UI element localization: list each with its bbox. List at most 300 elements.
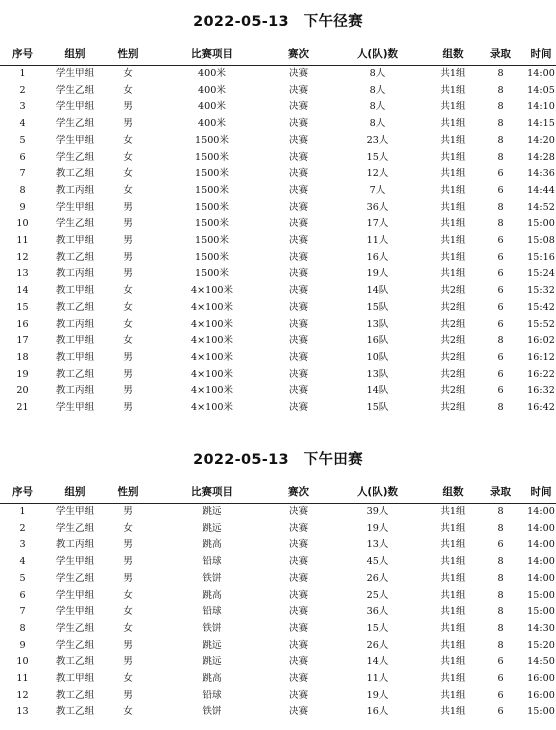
table-row: [0, 66, 556, 83]
cell-group: 学生甲组: [55, 101, 95, 113]
cell-count: 23人: [366, 134, 389, 146]
cell-seq: 11: [16, 673, 29, 685]
cell-group: 学生乙组: [55, 218, 95, 230]
cell-advance: 8: [497, 556, 504, 568]
cell-count: 19人: [366, 689, 389, 701]
cell-round: 决赛: [288, 301, 309, 313]
cell-group: 学生乙组: [55, 151, 95, 163]
header-groups: 组数: [431, 482, 475, 504]
cell-groups: 共1组: [440, 251, 466, 263]
cell-group: 教工乙组: [55, 251, 95, 263]
cell-count: 10队: [366, 351, 389, 363]
cell-advance: 6: [497, 539, 504, 551]
table-row: [0, 383, 556, 400]
cell-count: 16队: [366, 335, 389, 347]
cell-sex: 女: [123, 285, 133, 297]
cell-sex: 女: [123, 184, 133, 196]
cell-group: 学生甲组: [55, 506, 95, 517]
cell-groups: 共1组: [440, 606, 466, 618]
cell-time: 16:12: [527, 351, 555, 363]
cell-advance: 6: [497, 268, 504, 280]
cell-sex: 男: [123, 539, 133, 551]
cell-event: 跳高: [202, 539, 222, 551]
cell-advance: 8: [497, 68, 504, 79]
cell-event: 跳远: [202, 522, 222, 534]
cell-advance: 8: [497, 522, 504, 534]
cell-group: 教工丙组: [55, 268, 95, 280]
cell-time: 16:00: [527, 673, 555, 685]
cell-seq: 3: [19, 101, 26, 113]
cell-count: 15队: [366, 301, 389, 313]
cell-event: 铅球: [202, 689, 222, 701]
cell-advance: 6: [497, 368, 504, 380]
cell-count: 14人: [366, 656, 389, 668]
cell-count: 25人: [366, 589, 389, 601]
cell-seq: 20: [16, 385, 29, 397]
cell-advance: 8: [497, 335, 504, 347]
cell-group: 教工丙组: [55, 385, 95, 397]
cell-round: 决赛: [288, 151, 309, 163]
cell-advance: 8: [497, 218, 504, 230]
cell-groups: 共1组: [440, 622, 466, 634]
cell-advance: 8: [497, 589, 504, 601]
cell-advance: 8: [497, 118, 504, 130]
cell-count: 13人: [366, 539, 389, 551]
cell-round: 决赛: [288, 68, 309, 79]
cell-groups: 共1组: [440, 168, 466, 180]
cell-round: 决赛: [288, 368, 309, 380]
cell-count: 15人: [366, 622, 389, 634]
cell-event: 铁饼: [202, 622, 222, 634]
cell-advance: 8: [497, 151, 504, 163]
cell-advance: 8: [497, 639, 504, 651]
cell-group: 教工乙组: [55, 301, 95, 313]
cell-event: 4×100米: [190, 335, 234, 347]
field-body: [0, 504, 556, 722]
header-seq: 序号: [0, 482, 45, 504]
cell-advance: 8: [497, 622, 504, 634]
cell-groups: 共1组: [440, 506, 466, 517]
cell-round: 决赛: [288, 318, 309, 330]
cell-event: 铁饼: [202, 706, 222, 718]
table-row: [0, 571, 556, 588]
header-time: 时间: [526, 44, 556, 66]
table-row: [0, 333, 556, 350]
cell-sex: 女: [123, 301, 133, 313]
table-row: [0, 400, 556, 417]
cell-seq: 4: [19, 556, 26, 568]
header-sex: 性别: [105, 44, 151, 66]
cell-round: 决赛: [288, 184, 309, 196]
cell-time: 14:28: [527, 151, 555, 163]
cell-group: 学生乙组: [55, 572, 95, 584]
cell-groups: 共1组: [440, 589, 466, 601]
cell-count: 8人: [369, 101, 386, 113]
cell-seq: 14: [16, 285, 29, 297]
table-row: [0, 216, 556, 233]
cell-time: 14:00: [527, 522, 555, 534]
cell-event: 1500米: [194, 168, 229, 180]
header-advance: 录取: [475, 482, 526, 504]
header-sex: 性别: [105, 482, 151, 504]
cell-seq: 21: [16, 402, 29, 414]
cell-seq: 12: [16, 689, 29, 701]
table-row: [0, 537, 556, 554]
cell-event: 跳远: [202, 639, 222, 651]
table-row: [0, 654, 556, 671]
cell-round: 决赛: [288, 235, 309, 247]
cell-round: 决赛: [288, 351, 309, 363]
table-row: [0, 521, 556, 538]
cell-count: 16人: [366, 706, 389, 718]
cell-advance: 6: [497, 235, 504, 247]
cell-advance: 8: [497, 506, 504, 517]
cell-sex: 男: [123, 251, 133, 263]
cell-time: 14:15: [527, 118, 555, 130]
cell-group: 教工甲组: [55, 335, 95, 347]
cell-group: 学生乙组: [55, 639, 95, 651]
cell-group: 教工乙组: [55, 368, 95, 380]
cell-seq: 7: [19, 606, 26, 618]
header-count: 人(队)数: [324, 44, 431, 66]
cell-advance: 6: [497, 301, 504, 313]
cell-groups: 共1组: [440, 706, 466, 718]
cell-sex: 男: [123, 101, 133, 113]
cell-group: 教工丙组: [55, 318, 95, 330]
cell-sex: 男: [123, 351, 133, 363]
header-advance: 录取: [475, 44, 526, 66]
cell-advance: 8: [497, 606, 504, 618]
cell-groups: 共1组: [440, 268, 466, 280]
cell-round: 决赛: [288, 268, 309, 280]
cell-count: 11人: [366, 673, 389, 685]
cell-groups: 共1组: [440, 134, 466, 146]
cell-event: 1500米: [194, 268, 229, 280]
table-row: [0, 588, 556, 605]
cell-time: 14:05: [527, 84, 555, 96]
field-title: 2022-05-13 下午田赛: [193, 452, 363, 468]
cell-round: 决赛: [288, 622, 309, 634]
cell-sex: 男: [123, 572, 133, 584]
cell-seq: 11: [16, 235, 29, 247]
cell-round: 决赛: [288, 385, 309, 397]
cell-round: 决赛: [288, 285, 309, 297]
table-row: [0, 133, 556, 150]
cell-sex: 女: [123, 151, 133, 163]
table-row: [0, 504, 556, 521]
cell-advance: 6: [497, 673, 504, 685]
cell-sex: 男: [123, 235, 133, 247]
cell-advance: 8: [497, 134, 504, 146]
cell-seq: 6: [19, 589, 26, 601]
cell-group: 教工乙组: [55, 706, 95, 718]
cell-time: 15:52: [527, 318, 555, 330]
cell-sex: 男: [123, 639, 133, 651]
cell-round: 决赛: [288, 639, 309, 651]
cell-seq: 19: [16, 368, 29, 380]
cell-sex: 男: [123, 689, 133, 701]
cell-seq: 8: [19, 622, 26, 634]
cell-advance: 8: [497, 402, 504, 414]
cell-count: 26人: [366, 639, 389, 651]
cell-event: 400米: [198, 101, 226, 113]
cell-event: 1500米: [194, 251, 229, 263]
cell-count: 26人: [366, 572, 389, 584]
cell-event: 4×100米: [190, 402, 234, 414]
table-row: [0, 671, 556, 688]
cell-group: 教工甲组: [55, 235, 95, 247]
cell-groups: 共2组: [440, 351, 466, 363]
cell-groups: 共1组: [440, 101, 466, 113]
table-row: [0, 250, 556, 267]
cell-round: 决赛: [288, 218, 309, 230]
cell-count: 36人: [366, 606, 389, 618]
header-round: 赛次: [273, 482, 324, 504]
cell-round: 决赛: [288, 656, 309, 668]
cell-sex: 男: [123, 118, 133, 130]
cell-advance: 8: [497, 201, 504, 213]
cell-time: 16:42: [527, 402, 555, 414]
cell-count: 8人: [369, 84, 386, 96]
cell-groups: 共2组: [440, 285, 466, 297]
cell-count: 15人: [366, 151, 389, 163]
cell-sex: 女: [123, 318, 133, 330]
cell-event: 4×100米: [190, 385, 234, 397]
cell-round: 决赛: [288, 101, 309, 113]
cell-groups: 共1组: [440, 151, 466, 163]
cell-advance: 6: [497, 184, 504, 196]
cell-seq: 1: [19, 506, 26, 517]
cell-group: 学生甲组: [55, 589, 95, 601]
cell-sex: 女: [123, 622, 133, 634]
cell-groups: 共1组: [440, 539, 466, 551]
cell-seq: 9: [19, 639, 26, 651]
cell-groups: 共1组: [440, 673, 466, 685]
cell-event: 跳远: [202, 506, 222, 517]
table-row: [0, 283, 556, 300]
table-row: [0, 554, 556, 571]
cell-group: 学生乙组: [55, 118, 95, 130]
table-row: [0, 83, 556, 100]
field-table: [0, 481, 556, 721]
cell-round: 决赛: [288, 335, 309, 347]
cell-time: 14:50: [527, 656, 555, 668]
cell-time: 14:00: [527, 506, 555, 517]
cell-advance: 6: [497, 318, 504, 330]
field-header-row: [0, 482, 556, 504]
cell-time: 15:42: [527, 301, 555, 313]
header-event: 比赛项目: [151, 44, 273, 66]
cell-groups: 共1组: [440, 84, 466, 96]
cell-seq: 5: [19, 572, 26, 584]
cell-count: 13队: [366, 368, 389, 380]
cell-seq: 13: [16, 268, 29, 280]
header-count: 人(队)数: [324, 482, 431, 504]
cell-time: 15:20: [527, 639, 555, 651]
cell-groups: 共2组: [440, 301, 466, 313]
cell-time: 15:00: [527, 589, 555, 601]
cell-group: 学生乙组: [55, 84, 95, 96]
cell-round: 决赛: [288, 168, 309, 180]
cell-time: 14:00: [527, 556, 555, 568]
cell-advance: 8: [497, 572, 504, 584]
header-group: 组别: [45, 44, 105, 66]
cell-seq: 6: [19, 151, 26, 163]
cell-groups: 共2组: [440, 385, 466, 397]
cell-sex: 女: [123, 134, 133, 146]
table-row: [0, 183, 556, 200]
cell-groups: 共1组: [440, 639, 466, 651]
cell-round: 决赛: [288, 556, 309, 568]
cell-seq: 2: [19, 522, 26, 534]
cell-time: 16:32: [527, 385, 555, 397]
cell-time: 14:00: [527, 68, 555, 79]
cell-event: 4×100米: [190, 351, 234, 363]
cell-groups: 共2组: [440, 318, 466, 330]
cell-group: 学生甲组: [55, 606, 95, 618]
cell-time: 15:00: [527, 218, 555, 230]
cell-seq: 8: [19, 184, 26, 196]
cell-event: 400米: [198, 84, 226, 96]
table-row: [0, 638, 556, 655]
cell-sex: 女: [123, 68, 133, 79]
cell-advance: 6: [497, 385, 504, 397]
cell-group: 学生甲组: [55, 402, 95, 414]
header-group: 组别: [45, 482, 105, 504]
cell-time: 14:36: [527, 168, 555, 180]
track-header-row: [0, 44, 556, 66]
cell-count: 39人: [366, 506, 389, 517]
cell-group: 教工丙组: [55, 184, 95, 196]
cell-advance: 8: [497, 101, 504, 113]
table-row: [0, 99, 556, 116]
cell-count: 7人: [369, 184, 386, 196]
cell-sex: 女: [123, 335, 133, 347]
cell-seq: 9: [19, 201, 26, 213]
track-table: [0, 43, 556, 417]
cell-round: 决赛: [288, 402, 309, 414]
cell-event: 4×100米: [190, 301, 234, 313]
cell-event: 铅球: [202, 556, 222, 568]
cell-round: 决赛: [288, 689, 309, 701]
cell-count: 15队: [366, 402, 389, 414]
cell-event: 跳高: [202, 589, 222, 601]
cell-round: 决赛: [288, 606, 309, 618]
cell-round: 决赛: [288, 134, 309, 146]
cell-time: 14:10: [527, 101, 555, 113]
table-row: [0, 116, 556, 133]
cell-count: 16人: [366, 251, 389, 263]
cell-count: 17人: [366, 218, 389, 230]
cell-count: 8人: [369, 68, 386, 79]
cell-event: 跳远: [202, 656, 222, 668]
cell-time: 14:30: [527, 622, 555, 634]
cell-seq: 13: [16, 706, 29, 718]
cell-seq: 17: [16, 335, 29, 347]
cell-event: 1500米: [194, 235, 229, 247]
cell-count: 12人: [366, 168, 389, 180]
cell-count: 36人: [366, 201, 389, 213]
cell-groups: 共1组: [440, 184, 466, 196]
cell-count: 45人: [366, 556, 389, 568]
table-row: [0, 604, 556, 621]
table-row: [0, 300, 556, 317]
cell-advance: 6: [497, 706, 504, 718]
cell-groups: 共2组: [440, 335, 466, 347]
cell-group: 学生甲组: [55, 201, 95, 213]
cell-groups: 共1组: [440, 689, 466, 701]
cell-advance: 8: [497, 84, 504, 96]
cell-count: 14队: [366, 385, 389, 397]
cell-event: 铅球: [202, 606, 222, 618]
cell-seq: 5: [19, 134, 26, 146]
cell-group: 学生甲组: [55, 68, 95, 79]
cell-round: 决赛: [288, 118, 309, 130]
cell-round: 决赛: [288, 572, 309, 584]
cell-sex: 男: [123, 368, 133, 380]
cell-sex: 女: [123, 168, 133, 180]
cell-time: 15:00: [527, 606, 555, 618]
cell-event: 1500米: [194, 134, 229, 146]
cell-event: 400米: [198, 68, 226, 79]
cell-group: 教工甲组: [55, 673, 95, 685]
cell-count: 8人: [369, 118, 386, 130]
cell-group: 教工乙组: [55, 656, 95, 668]
cell-time: 15:24: [527, 268, 555, 280]
cell-count: 11人: [366, 235, 389, 247]
cell-seq: 12: [16, 251, 29, 263]
cell-event: 400米: [198, 118, 226, 130]
cell-sex: 男: [123, 402, 133, 414]
table-row: [0, 317, 556, 334]
cell-sex: 女: [123, 522, 133, 534]
cell-round: 决赛: [288, 201, 309, 213]
cell-advance: 6: [497, 689, 504, 701]
cell-advance: 6: [497, 285, 504, 297]
cell-sex: 女: [123, 84, 133, 96]
cell-group: 教工乙组: [55, 168, 95, 180]
cell-event: 4×100米: [190, 285, 234, 297]
field-section: [0, 449, 556, 721]
cell-event: 4×100米: [190, 318, 234, 330]
cell-groups: 共1组: [440, 68, 466, 79]
cell-group: 学生甲组: [55, 134, 95, 146]
cell-time: 15:00: [527, 706, 555, 718]
cell-event: 1500米: [194, 184, 229, 196]
cell-seq: 1: [19, 68, 26, 79]
cell-seq: 2: [19, 84, 26, 96]
cell-count: 19人: [366, 522, 389, 534]
header-time: 时间: [526, 482, 556, 504]
cell-time: 15:16: [527, 251, 555, 263]
header-event: 比赛项目: [151, 482, 273, 504]
cell-seq: 10: [16, 218, 29, 230]
cell-seq: 10: [16, 656, 29, 668]
cell-sex: 男: [123, 268, 133, 280]
cell-time: 16:22: [527, 368, 555, 380]
cell-groups: 共1组: [440, 556, 466, 568]
cell-seq: 7: [19, 168, 26, 180]
cell-round: 决赛: [288, 251, 309, 263]
cell-advance: 6: [497, 656, 504, 668]
cell-round: 决赛: [288, 84, 309, 96]
cell-event: 1500米: [194, 151, 229, 163]
cell-seq: 3: [19, 539, 26, 551]
cell-groups: 共2组: [440, 368, 466, 380]
cell-event: 4×100米: [190, 368, 234, 380]
table-row: [0, 150, 556, 167]
cell-groups: 共1组: [440, 522, 466, 534]
